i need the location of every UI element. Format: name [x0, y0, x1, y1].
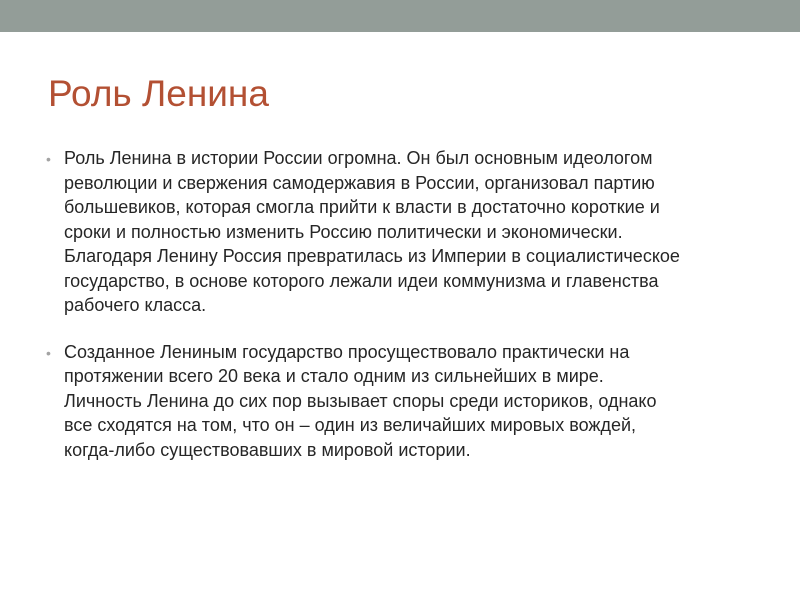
slide-title: Роль Ленина — [48, 73, 269, 114]
bullet-line: революции и свержения самодержавия в России, организовал партию — [64, 172, 655, 193]
bullet-line: Личность Ленина до сих пор вызывает споры среди историков, однако — [64, 390, 657, 411]
bullet-item — [46, 146, 776, 318]
bullet-icon: • — [46, 151, 51, 167]
bullet-line: сроки и полностью изменить Россию политически и экономически. — [64, 221, 623, 242]
bullet-text — [64, 340, 776, 463]
top-bar — [0, 0, 800, 32]
top-divider — [0, 32, 800, 34]
bullet-list — [46, 146, 776, 484]
bullet-line: Роль Ленина в истории России огромна. Он был основным идеологом — [64, 148, 653, 168]
bullet-line: Благодаря Ленину Россия превратилась из Империи в социалистическое — [64, 246, 680, 266]
bullet-line: Созданное Лениным государство просуществовало практически на — [64, 341, 630, 362]
bullet-line: рабочего класса. — [64, 295, 207, 315]
bullet-icon: • — [46, 344, 51, 361]
bullet-line: когда-либо существовавших в мировой истории. — [64, 439, 471, 460]
bullet-text — [64, 146, 776, 318]
bullet-line: большевиков, которая смогла прийти к власти в достаточно короткие и — [64, 197, 660, 217]
bullet-line: все сходятся на том, что он – один из величайших мировых вождей, — [64, 415, 637, 435]
bullet-line: протяжении всего 20 века и стало одним из сильнейших в мире. — [64, 366, 604, 386]
bullet-line: государство, в основе которого лежали идеи коммунизма и главенства — [64, 270, 659, 291]
bullet-item — [46, 340, 776, 463]
